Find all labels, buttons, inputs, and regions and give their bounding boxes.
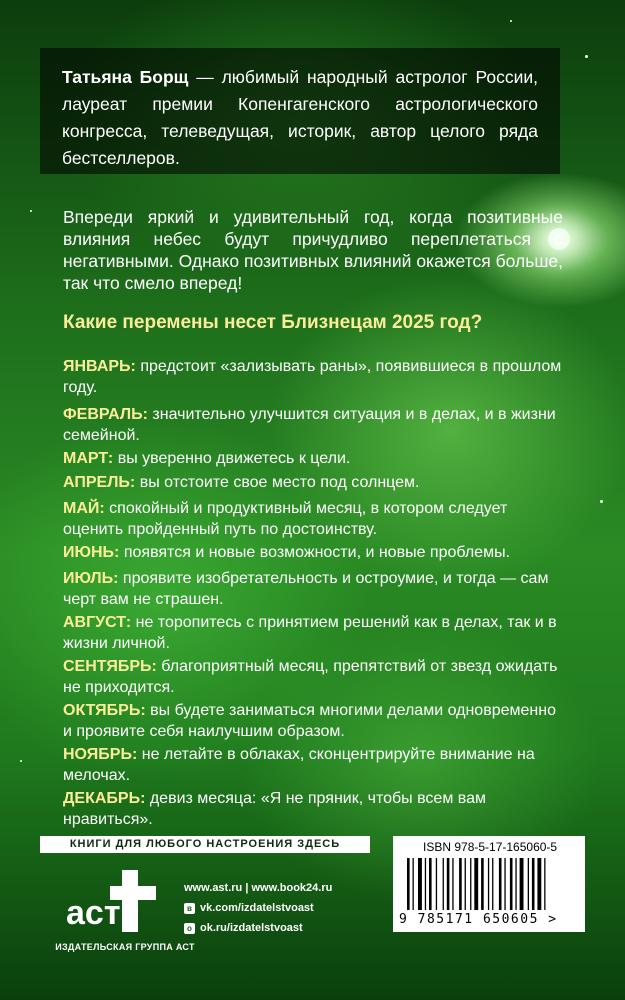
month-item-august xyxy=(63,612,563,654)
month-text: предстоит «зализывать раны», появившиеся в прошлом году. xyxy=(63,358,562,396)
star xyxy=(600,500,603,503)
month-text: не торопитесь с принятием решений как в делах, так и в жизни личной. xyxy=(63,614,557,652)
website-links[interactable] xyxy=(184,878,332,898)
vk-link[interactable] xyxy=(184,898,332,918)
forecast-heading: Какие перемены несет Близнецам 2025 год? xyxy=(63,312,483,333)
month-name: МАЙ: xyxy=(63,500,105,517)
ok-link-text[interactable]: ok.ru/izdatelstvoast xyxy=(200,922,303,934)
author-bio-text: — любимый народный астролог России, лауреат премии Копенгагенского астрологического конгресса, телеведущая, историк, автор целого ряда бестселлеров. xyxy=(62,67,539,168)
month-item-october xyxy=(63,700,563,742)
month-text: не летайте в облаках, сконцентрируйте внимание на мелочах. xyxy=(63,746,535,784)
star xyxy=(510,20,512,22)
month-name: ИЮЛЬ: xyxy=(63,570,119,587)
month-item-january xyxy=(63,356,563,398)
month-text: спокойный и продуктивный месяц, в котором следует оценить пройденный путь по достоинству. xyxy=(63,500,508,538)
ok-link[interactable] xyxy=(184,918,332,938)
isbn-barcode-box xyxy=(393,836,585,932)
month-item-september xyxy=(63,656,563,698)
month-text: проявите изобретательность и остроумие, и тогда — сам черт вам не страшен. xyxy=(63,570,549,608)
month-name: АПРЕЛЬ: xyxy=(63,474,136,491)
month-item-may xyxy=(63,498,563,540)
publisher-links xyxy=(184,878,332,938)
vk-link-text[interactable]: vk.com/izdatelstvoast xyxy=(200,902,314,914)
month-text: появятся и новые возможности, и новые проблемы. xyxy=(123,544,511,561)
month-item-march xyxy=(63,448,563,469)
month-text: вы уверенно движетесь к цели. xyxy=(117,450,351,467)
month-name: ЯНВАРЬ: xyxy=(63,358,136,375)
month-item-july xyxy=(63,568,563,610)
logo-text: аст xyxy=(66,894,121,932)
month-text: значительно улучшится ситуация и в делах, и в жизни семейной. xyxy=(63,406,556,444)
author-name: Татьяна Борщ xyxy=(62,67,189,87)
month-text: вы будете заниматься многими делами одновременно и проявите себя наилучшим образом. xyxy=(63,702,556,740)
vk-icon: в xyxy=(184,903,195,914)
month-text: девиз месяца: «Я не пряник, чтобы всем вам нравиться». xyxy=(63,790,486,828)
month-item-december xyxy=(63,788,563,830)
month-item-april xyxy=(63,472,563,493)
star xyxy=(20,760,22,762)
month-text: вы отстоите свое место под солнцем. xyxy=(139,474,420,491)
month-name: МАРТ: xyxy=(63,450,114,467)
month-name: ДЕКАБРЬ: xyxy=(63,790,146,807)
intro-text: Впереди яркий и удивительный год, когда позитивные влияния небес будут причудливо переплетаться с негативными. Однако позитивных влияний окажется больше, так что смело вперед! xyxy=(63,207,563,293)
month-name: АВГУСТ: xyxy=(63,614,132,631)
month-item-november xyxy=(63,744,563,786)
ast-logo xyxy=(60,866,170,936)
month-name: ФЕВРАЛЬ: xyxy=(63,406,148,423)
month-name: СЕНТЯБРЬ: xyxy=(63,658,157,675)
slogan-bar: КНИГИ ДЛЯ ЛЮБОГО НАСТРОЕНИЯ ЗДЕСЬ xyxy=(40,836,370,853)
publisher-caption: ИЗДАТЕЛЬСКАЯ ГРУППА АСТ xyxy=(55,942,195,952)
author-bio xyxy=(40,48,560,174)
month-text: благоприятный месяц, препятствий от звезд ожидать не приходится. xyxy=(63,658,558,696)
month-name: НОЯБРЬ: xyxy=(63,746,138,763)
month-item-february xyxy=(63,404,563,446)
month-name: ОКТЯБРЬ: xyxy=(63,702,146,719)
ok-icon: о xyxy=(184,923,195,934)
month-item-june xyxy=(63,542,563,563)
star xyxy=(585,55,588,58)
star xyxy=(30,210,32,212)
barcode-icon xyxy=(405,858,575,910)
month-name: ИЮНЬ: xyxy=(63,544,120,561)
websites-text[interactable]: www.ast.ru | www.book24.ru xyxy=(184,882,333,894)
isbn-label: ISBN 978-5-17-165060-5 xyxy=(423,840,558,854)
barcode-digits: 9 785171 650605 > xyxy=(399,912,558,927)
